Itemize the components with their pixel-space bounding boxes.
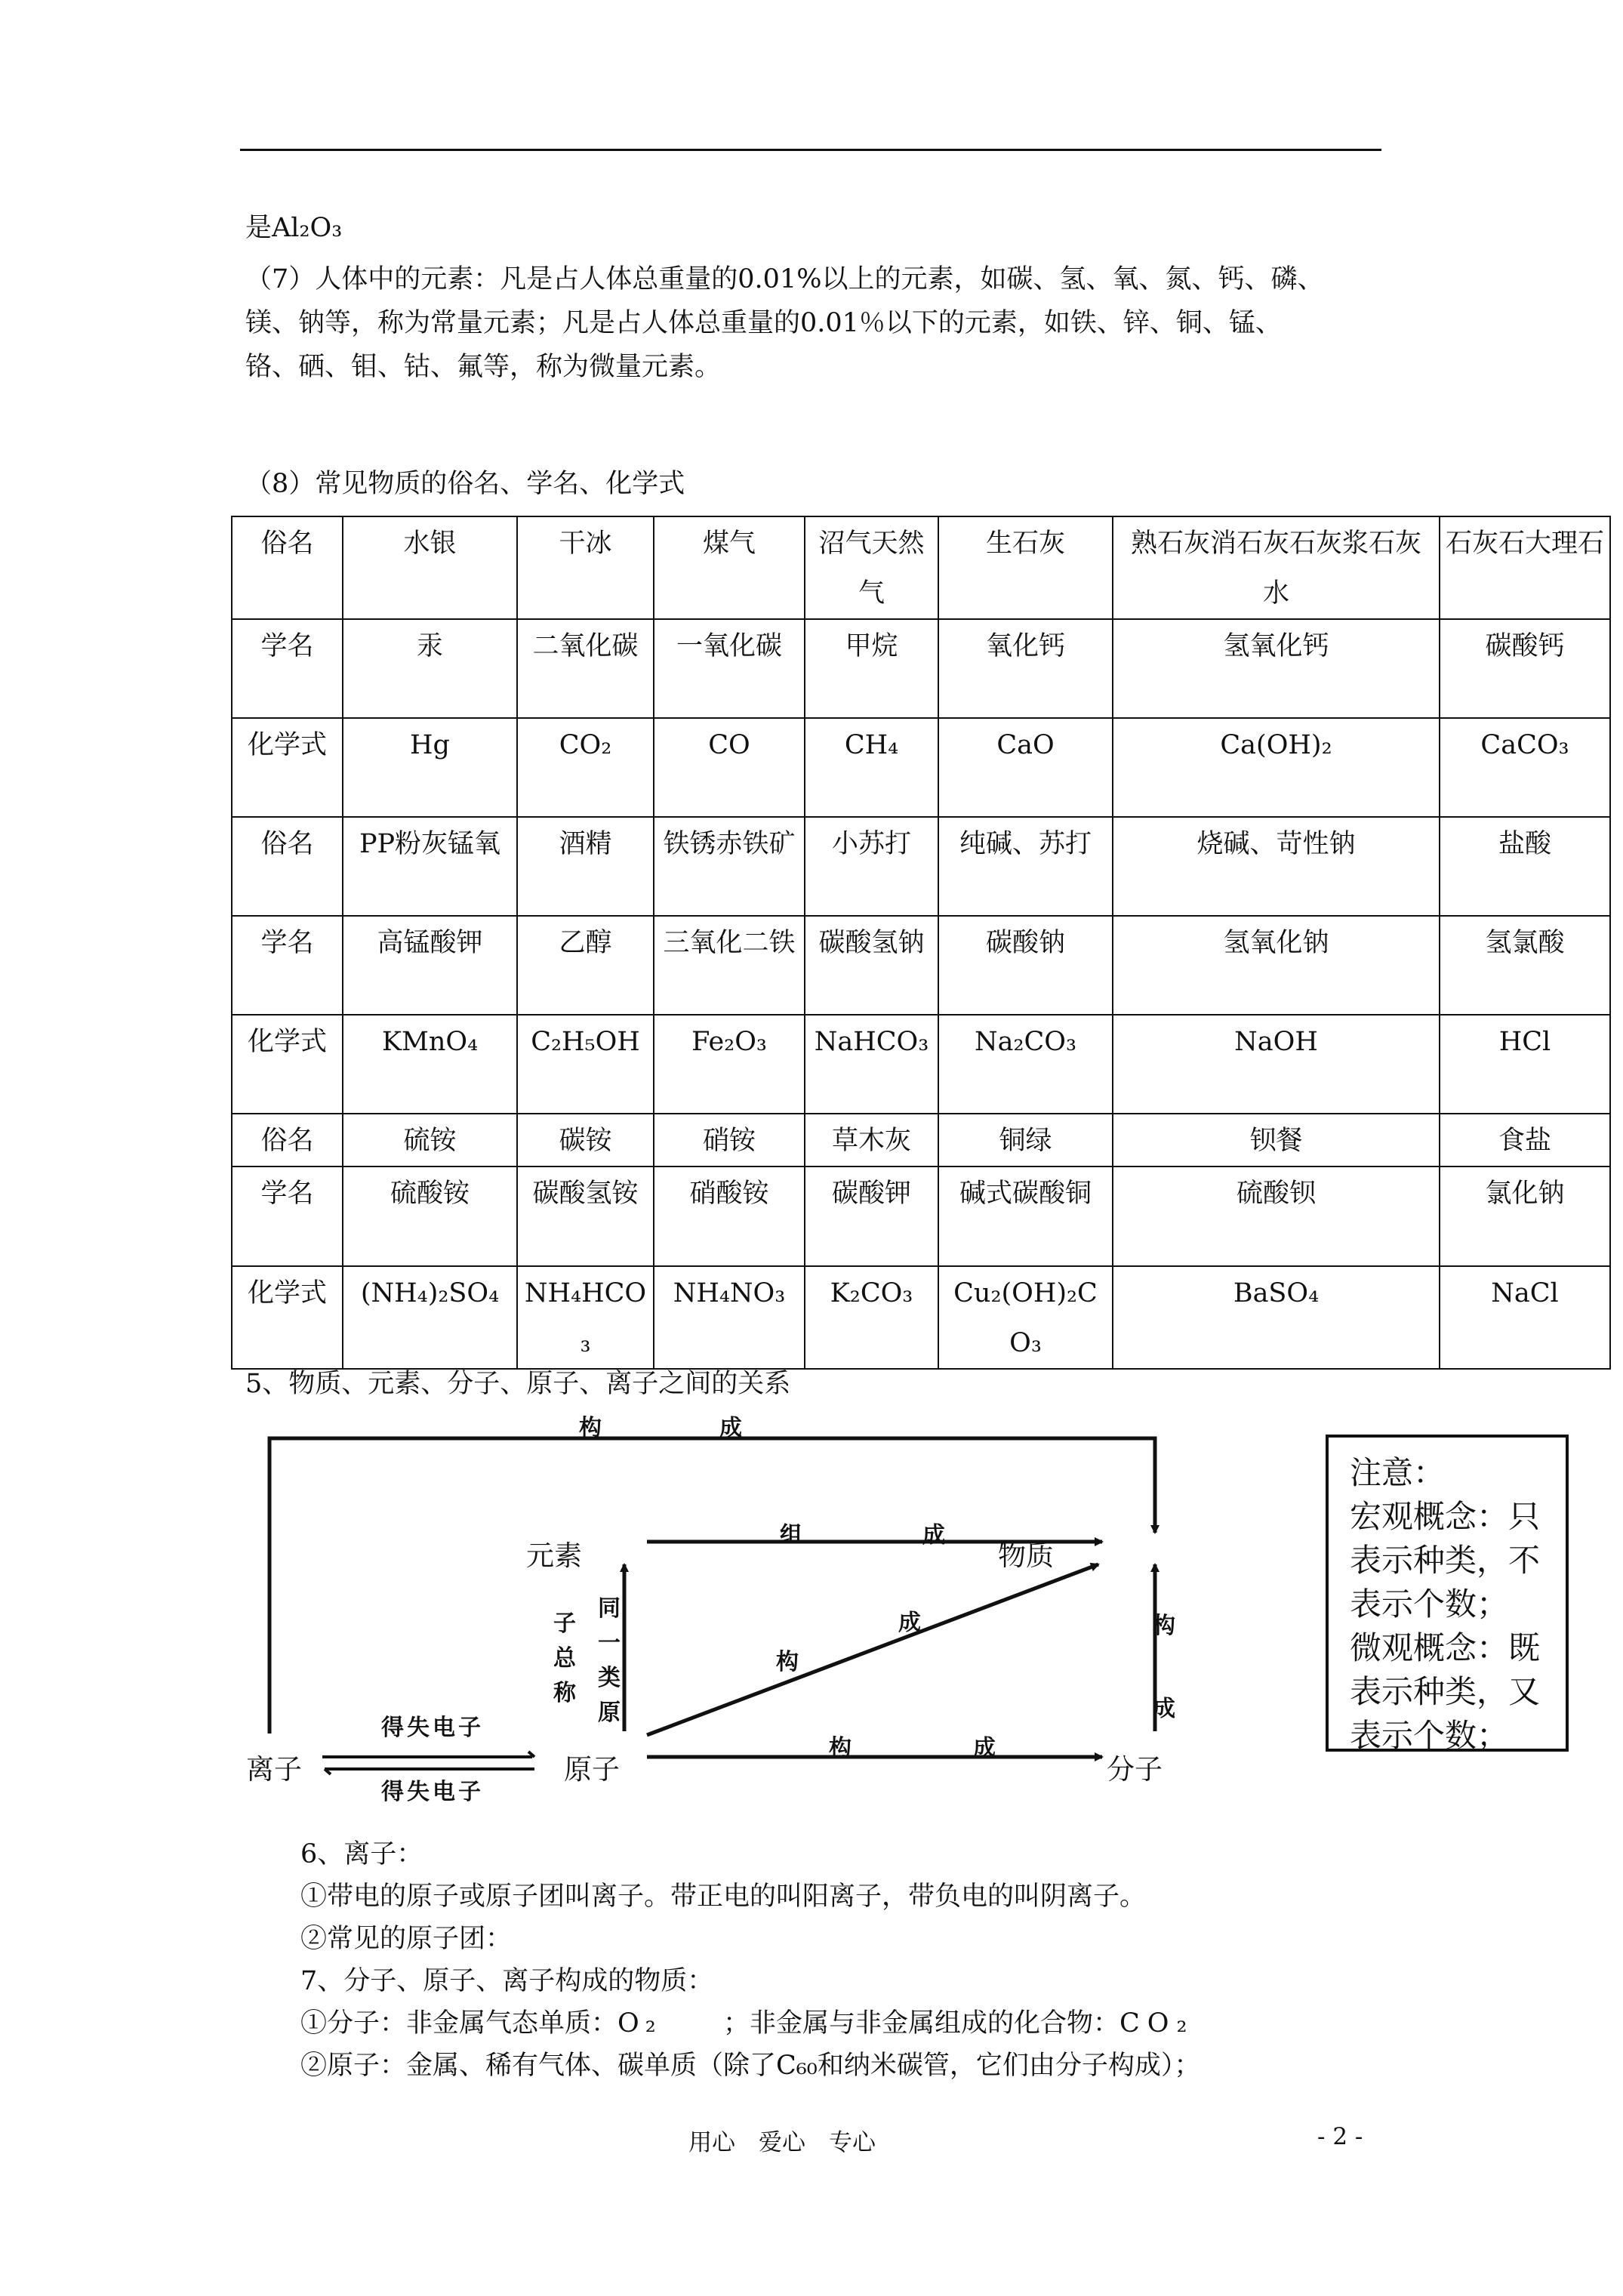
table-cell: NH₄HCO₃ xyxy=(517,1266,654,1369)
table-cell: 氯化钠 xyxy=(1440,1166,1610,1266)
table-cell: 纯碱、苏打 xyxy=(938,817,1113,916)
label-top-cheng: 成 xyxy=(719,1415,742,1441)
table-cell: NaCl xyxy=(1440,1266,1610,1369)
table-cell: 氢氯酸 xyxy=(1440,916,1610,1015)
node-ion: 离子 xyxy=(246,1753,302,1786)
item1-o2: O₂ xyxy=(617,2008,662,2039)
table-cell: CaCO₃ xyxy=(1440,718,1610,817)
table-cell: 硫酸铵 xyxy=(343,1166,517,1266)
table-cell: 碳酸钠 xyxy=(938,916,1113,1015)
table-cell: 沼气天然气 xyxy=(805,516,938,619)
text-line-7-1: （7）人体中的元素：凡是占人体总重量的0.01%以上的元素，如碳、氢、氧、氮、钙、磷、 xyxy=(245,264,1324,294)
section-6-item-2: ②常见的原子团： xyxy=(300,1924,513,1954)
table-cell: 硝酸铵 xyxy=(654,1166,805,1266)
table-cell: CO xyxy=(654,718,805,817)
table-row-header: 俗名 xyxy=(232,516,343,619)
table-row-header: 俗名 xyxy=(232,1114,343,1166)
table-cell: 甲烷 xyxy=(805,619,938,718)
node-substance: 物质 xyxy=(998,1539,1054,1572)
table-cell: BaSO₄ xyxy=(1113,1266,1440,1369)
table-cell: Na₂CO₃ xyxy=(938,1015,1113,1114)
table-row-header: 学名 xyxy=(232,916,343,1015)
ion-to-molecule-arrow xyxy=(269,1438,1155,1734)
table-cell: 煤气 xyxy=(654,516,805,619)
note-line-3: 表示种类，不 xyxy=(1350,1542,1541,1579)
table-cell: 铜绿 xyxy=(938,1114,1113,1166)
table-cell: 二氧化碳 xyxy=(517,619,654,718)
table-cell: CO₂ xyxy=(517,718,654,817)
table-cell: 乙醇 xyxy=(517,916,654,1015)
section-5-title: 5、物质、元素、分子、原子、离子之间的关系 xyxy=(245,1369,791,1399)
label-right-cheng: 成 xyxy=(1153,1696,1175,1722)
table-cell: 碳酸钙 xyxy=(1440,619,1610,718)
label-electron-bottom: 得失电子 xyxy=(381,1779,484,1805)
section-6-title: 6、离子： xyxy=(300,1839,423,1869)
text-line-7-3: 铬、硒、钼、钴、氟等，称为微量元素。 xyxy=(245,352,722,382)
label-diag-gou: 构 xyxy=(776,1649,799,1675)
table-cell: 汞 xyxy=(343,619,517,718)
table-cell: 酒精 xyxy=(517,817,654,916)
note-line-4: 表示个数； xyxy=(1350,1586,1509,1623)
note-line-1: 注意： xyxy=(1350,1454,1446,1491)
label-electron-top: 得失电子 xyxy=(381,1715,484,1741)
table-cell: 氢氧化钠 xyxy=(1113,916,1440,1015)
table-cell: 硫酸钡 xyxy=(1113,1166,1440,1266)
node-atom: 原子 xyxy=(564,1753,620,1786)
table-cell: 硝铵 xyxy=(654,1114,805,1166)
table-cell: 铁锈赤铁矿 xyxy=(654,817,805,916)
label-diag-cheng: 成 xyxy=(898,1610,921,1636)
table-cell: 碱式碳酸铜 xyxy=(938,1166,1113,1266)
table-row-header: 化学式 xyxy=(232,1266,343,1369)
note-line-5: 微观概念：既 xyxy=(1350,1629,1541,1666)
label-top-gou: 构 xyxy=(579,1415,602,1441)
table-row-header: 俗名 xyxy=(232,817,343,916)
table-cell: 水银 xyxy=(343,516,517,619)
table-cell: 生石灰 xyxy=(938,516,1113,619)
label-same-type-col1: 同一类原 xyxy=(598,1595,621,1726)
table-cell: Hg xyxy=(343,718,517,817)
table-cell: Ca(OH)₂ xyxy=(1113,718,1440,817)
note-line-2: 宏观概念：只 xyxy=(1350,1498,1541,1535)
table-cell: HCl xyxy=(1440,1015,1610,1114)
atom-to-substance-arrow xyxy=(647,1564,1098,1735)
label-bottom-gou: 构 xyxy=(829,1735,852,1761)
label-zu-cheng: 成 xyxy=(922,1522,945,1549)
table-cell: 硫铵 xyxy=(343,1114,517,1166)
table-cell: 碳酸氢钠 xyxy=(805,916,938,1015)
label-zu: 组 xyxy=(780,1522,802,1549)
table-cell: 小苏打 xyxy=(805,817,938,916)
item1-part-a: ①分子：非金属气态单质： xyxy=(300,2008,618,2039)
section-7-title: 7、分子、原子、离子构成的物质： xyxy=(300,1966,714,1996)
note-line-7: 表示个数； xyxy=(1350,1717,1509,1754)
table-cell: NaOH xyxy=(1113,1015,1440,1114)
table-cell: 钡餐 xyxy=(1113,1114,1440,1166)
table-cell: 干冰 xyxy=(517,516,654,619)
table-cell: 碳酸氢铵 xyxy=(517,1166,654,1266)
table-cell: CaO xyxy=(938,718,1113,817)
note-box xyxy=(1326,1435,1569,1752)
table-cell: 一氧化碳 xyxy=(654,619,805,718)
table-cell: 高锰酸钾 xyxy=(343,916,517,1015)
item1-co2: CO₂ xyxy=(1119,2008,1195,2039)
section-6-item-1: ①带电的原子或原子团叫离子。带正电的叫阳离子，带负电的叫阴离子。 xyxy=(300,1881,1147,1912)
table-cell: 食盐 xyxy=(1440,1114,1610,1166)
item1-part-b: ；非金属与非金属组成的化合物： xyxy=(723,2008,1120,2039)
table-cell: CH₄ xyxy=(805,718,938,817)
table-cell: NaHCO₃ xyxy=(805,1015,938,1114)
node-element: 元素 xyxy=(526,1539,582,1572)
table-row-header: 学名 xyxy=(232,1166,343,1266)
table-cell: 熟石灰消石灰石灰浆石灰水 xyxy=(1113,516,1440,619)
table-cell: Fe₂O₃ xyxy=(654,1015,805,1114)
text-line-7-2: 镁、钠等，称为常量元素；凡是占人体总重量的0.01％以下的元素，如铁、锌、铜、锰、 xyxy=(245,308,1282,338)
table-cell: 三氧化二铁 xyxy=(654,916,805,1015)
section-8-title: （8）常见物质的俗名、学名、化学式 xyxy=(245,469,685,499)
table-cell: PP粉灰锰氧 xyxy=(343,817,517,916)
table-cell: 烧碱、苛性钠 xyxy=(1113,817,1440,916)
table-cell: C₂H₅OH xyxy=(517,1015,654,1114)
table-cell: (NH₄)₂SO₄ xyxy=(343,1266,517,1369)
table-cell: 盐酸 xyxy=(1440,817,1610,916)
table-row-header: 化学式 xyxy=(232,1015,343,1114)
table-cell: 石灰石大理石 xyxy=(1440,516,1610,619)
footer-motto: 用心 爱心 专心 xyxy=(688,2129,876,2156)
section-7-item-2: ②原子：金属、稀有气体、碳单质（除了C₆₀和纳米碳管，它们由分子构成）； xyxy=(300,2051,1201,2081)
table-cell: K₂CO₃ xyxy=(805,1266,938,1369)
table-cell: 草木灰 xyxy=(805,1114,938,1166)
table-cell: 氢氧化钙 xyxy=(1113,619,1440,718)
footer-page-number: - 2 - xyxy=(1317,2123,1363,2150)
node-molecule: 分子 xyxy=(1107,1753,1163,1786)
table-cell: 碳酸钾 xyxy=(805,1166,938,1266)
table-row-header: 学名 xyxy=(232,619,343,718)
table-cell: Cu₂(OH)₂CO₃ xyxy=(938,1266,1113,1369)
label-bottom-cheng: 成 xyxy=(973,1735,996,1761)
table-cell: KMnO₄ xyxy=(343,1015,517,1114)
label-same-type-col2: 子总称 xyxy=(553,1610,576,1706)
text-line-al2o3: 是Al₂O₃ xyxy=(245,213,343,243)
note-line-6: 表示种类，又 xyxy=(1350,1673,1541,1710)
section-7-item-1 xyxy=(300,2002,1195,2045)
label-right-gou: 构 xyxy=(1153,1613,1175,1639)
table-cell: NH₄NO₃ xyxy=(654,1266,805,1369)
table-cell: 碳铵 xyxy=(517,1114,654,1166)
table-cell: 氧化钙 xyxy=(938,619,1113,718)
table-row-header: 化学式 xyxy=(232,718,343,817)
